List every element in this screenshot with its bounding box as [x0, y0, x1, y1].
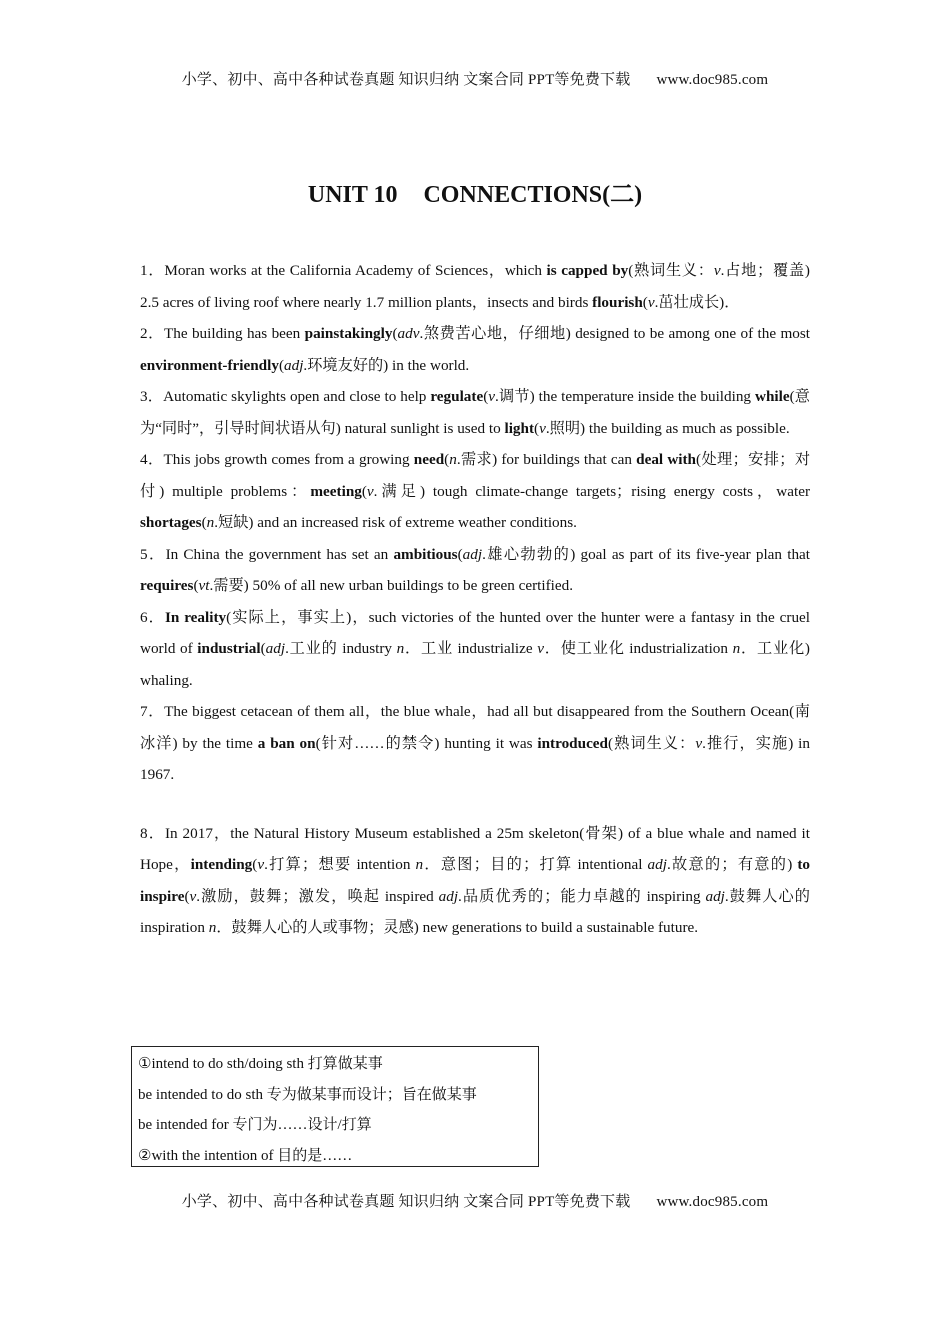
part-of-speech: v: [366, 482, 374, 500]
sentence-text: .环境友好的) in the world.: [303, 356, 470, 374]
title-unit: UNIT 10: [307, 182, 398, 208]
sentence-text: .调节) the temperature inside the building: [495, 388, 755, 405]
sentence-text: (: [201, 514, 207, 531]
sentence-text: .茁壮成长)．: [654, 293, 740, 311]
sentence-text: .雄心勃勃的) goal as part of its five-year plan that: [482, 545, 810, 563]
sentence-text: 3．Automatic skylights open and close to help: [140, 388, 431, 405]
part-of-speech: n: [208, 919, 217, 936]
sentence-text: .鼓舞人心的 inspiration: [140, 887, 810, 936]
sentence-item: [140, 381, 810, 444]
sentence-text: .需求) for buildings that can: [456, 451, 637, 468]
sentence-text: (处理；安排；对付) multiple problems：: [140, 451, 811, 500]
sentence-text: (实际上，事实上)，such victories of the hunted over the hunter were a fantasy in the cruel world of: [140, 608, 810, 657]
sentence-text: .推行，实施) in 1967.: [140, 734, 810, 783]
sentence-text: (: [457, 545, 463, 563]
sentence-text: (: [642, 293, 648, 311]
part-of-speech: adj: [438, 887, 459, 905]
sentence-text: .满足) tough climate-change targets；rising energy costs，water: [373, 482, 811, 500]
part-of-speech: adj: [647, 856, 667, 873]
sentence-text: .打算；想要 intention: [264, 856, 416, 873]
key-term: introduced: [537, 734, 608, 752]
vocabulary-list: [140, 255, 810, 944]
page-title: [0, 174, 950, 209]
sentence-text: 6．: [140, 608, 165, 626]
key-term: while: [754, 388, 790, 405]
part-of-speech: n: [396, 640, 405, 657]
key-term: deal with: [636, 451, 697, 468]
sentence-text: .照明) the building as much as possible.: [545, 419, 790, 437]
sentence-text: (针对……的禁令) hunting it was: [315, 734, 538, 752]
sentence-text: (: [361, 482, 367, 500]
key-term: need: [413, 451, 445, 468]
part-of-speech: v: [257, 856, 265, 873]
note-line: ②with the intention of 目的是……: [138, 1147, 353, 1164]
sentence-text: ．工业 industrialize: [404, 640, 538, 657]
sentence-text: (: [483, 388, 489, 405]
part-of-speech: n: [449, 451, 457, 468]
page-footer: [0, 1190, 950, 1211]
note-line: ①intend to do sth/doing sth 打算做某事: [138, 1056, 383, 1072]
sentence-item: [140, 444, 810, 539]
sentence-text: 5．In China the government has set an: [140, 545, 394, 563]
sentence-text: ．使工业化 industrialization: [543, 640, 733, 657]
key-term: intending: [190, 856, 253, 873]
sentence-item: [140, 818, 810, 944]
title-name: CONNECTIONS(二): [423, 182, 643, 208]
sentence-text: (: [260, 640, 266, 657]
key-term: requires: [140, 577, 194, 594]
sentence-text: ．意图；目的；打算 intentional: [423, 856, 648, 873]
sentence-text: (: [534, 419, 540, 437]
note-line: be intended for 专门为……设计/打算: [138, 1117, 372, 1133]
part-of-speech: v: [713, 262, 721, 279]
part-of-speech: adj: [284, 356, 304, 374]
key-term: ambitious: [393, 545, 458, 563]
part-of-speech: v: [647, 293, 655, 311]
part-of-speech: n: [415, 856, 424, 873]
sentence-text: (熟词生义：: [608, 734, 696, 752]
part-of-speech: v: [488, 388, 496, 405]
sentence-text: (: [252, 856, 258, 873]
key-term: light: [504, 419, 535, 437]
sentence-text: ．鼓舞人心的人或事物；灵感) new generations to build a sustainable future.: [216, 919, 699, 936]
key-term: In reality: [164, 608, 227, 626]
key-term: flourish: [592, 293, 643, 311]
sentence-text: 1．Moran works at the California Academy of Sciences，which: [140, 262, 547, 279]
sentence-text: .短缺) and an increased risk of extreme weather conditions.: [214, 514, 577, 531]
note-box: [131, 1046, 539, 1167]
sentence-text: (意为“同时”，引导时间状语从句) natural sunlight is used to: [140, 388, 810, 437]
sentence-text: .需要) 50% of all new urban buildings to be green certified.: [209, 577, 574, 594]
sentence-text: (熟词生义：: [628, 262, 714, 279]
footer-text: 小学、初中、高中各种试卷真题 知识归纳 文案合同 PPT等免费下载: [181, 1194, 631, 1210]
part-of-speech: n: [206, 514, 215, 531]
key-term: industrial: [197, 640, 261, 657]
sentence-item: [140, 318, 810, 381]
sentence-item: [140, 602, 810, 697]
part-of-speech: v: [537, 640, 544, 657]
sentence-item: [140, 255, 810, 318]
sentence-text: .工业的 industry: [285, 640, 397, 657]
part-of-speech: adj: [705, 887, 725, 905]
key-term: environment-friendly: [140, 356, 279, 374]
sentence-text: 7．The biggest cetacean of them all，the blue whale，had all but disappeared from the Southern Ocean(南冰洋) by the time: [140, 703, 810, 752]
sentence-text: 8．In 2017，the Natural History Museum established a 25m skeleton(骨架) of a blue whale and named it Hope，: [140, 824, 810, 873]
key-term: meeting: [310, 482, 362, 500]
sentence-text: (: [184, 887, 190, 905]
page-header: [0, 68, 950, 89]
sentence-text: 2．The building has been: [140, 325, 305, 342]
part-of-speech: adj: [462, 545, 483, 563]
sentence-text: .占地；覆盖) 2.5 acres of living roof where nearly 1.7 million plants，insects and birds: [140, 262, 810, 311]
sentence-text: (: [392, 325, 398, 342]
sentence-text: (: [193, 577, 199, 594]
key-term: a ban on: [257, 734, 316, 752]
sentence-text: .故意的；有意的): [666, 856, 798, 873]
footer-url[interactable]: www.doc985.com: [656, 1194, 769, 1210]
sentence-item: [140, 539, 810, 602]
part-of-speech: n: [732, 640, 741, 657]
note-line: be intended to do sth 专为做某事而设计；旨在做某事: [138, 1086, 477, 1103]
part-of-speech: vt: [198, 577, 210, 594]
part-of-speech: adv: [397, 325, 420, 342]
key-term: to inspire: [140, 856, 810, 905]
sentence-text: (: [278, 356, 284, 374]
sentence-text: .煞费苦心地，仔细地) designed to be among one of the most: [419, 325, 811, 342]
sentence-item: [140, 696, 810, 791]
part-of-speech: adj: [265, 640, 286, 657]
sentence-text: ．工业化) whaling.: [140, 640, 810, 689]
part-of-speech: v: [189, 887, 197, 905]
sentence-text: .激励，鼓舞；激发，唤起 inspired: [196, 887, 439, 905]
header-url[interactable]: www.doc985.com: [656, 72, 769, 88]
sentence-text: .品质优秀的；能力卓越的 inspiring: [458, 887, 706, 905]
sentence-text: 4．This jobs growth comes from a growing: [140, 451, 414, 468]
header-text: 小学、初中、高中各种试卷真题 知识归纳 文案合同 PPT等免费下载: [181, 72, 631, 88]
key-term: regulate: [430, 388, 484, 405]
key-term: shortages: [140, 514, 202, 531]
key-term: is capped by: [546, 262, 629, 279]
part-of-speech: v: [539, 419, 546, 437]
sentence-text: (: [444, 451, 450, 468]
part-of-speech: v: [695, 734, 703, 752]
key-term: painstakingly: [304, 325, 393, 342]
